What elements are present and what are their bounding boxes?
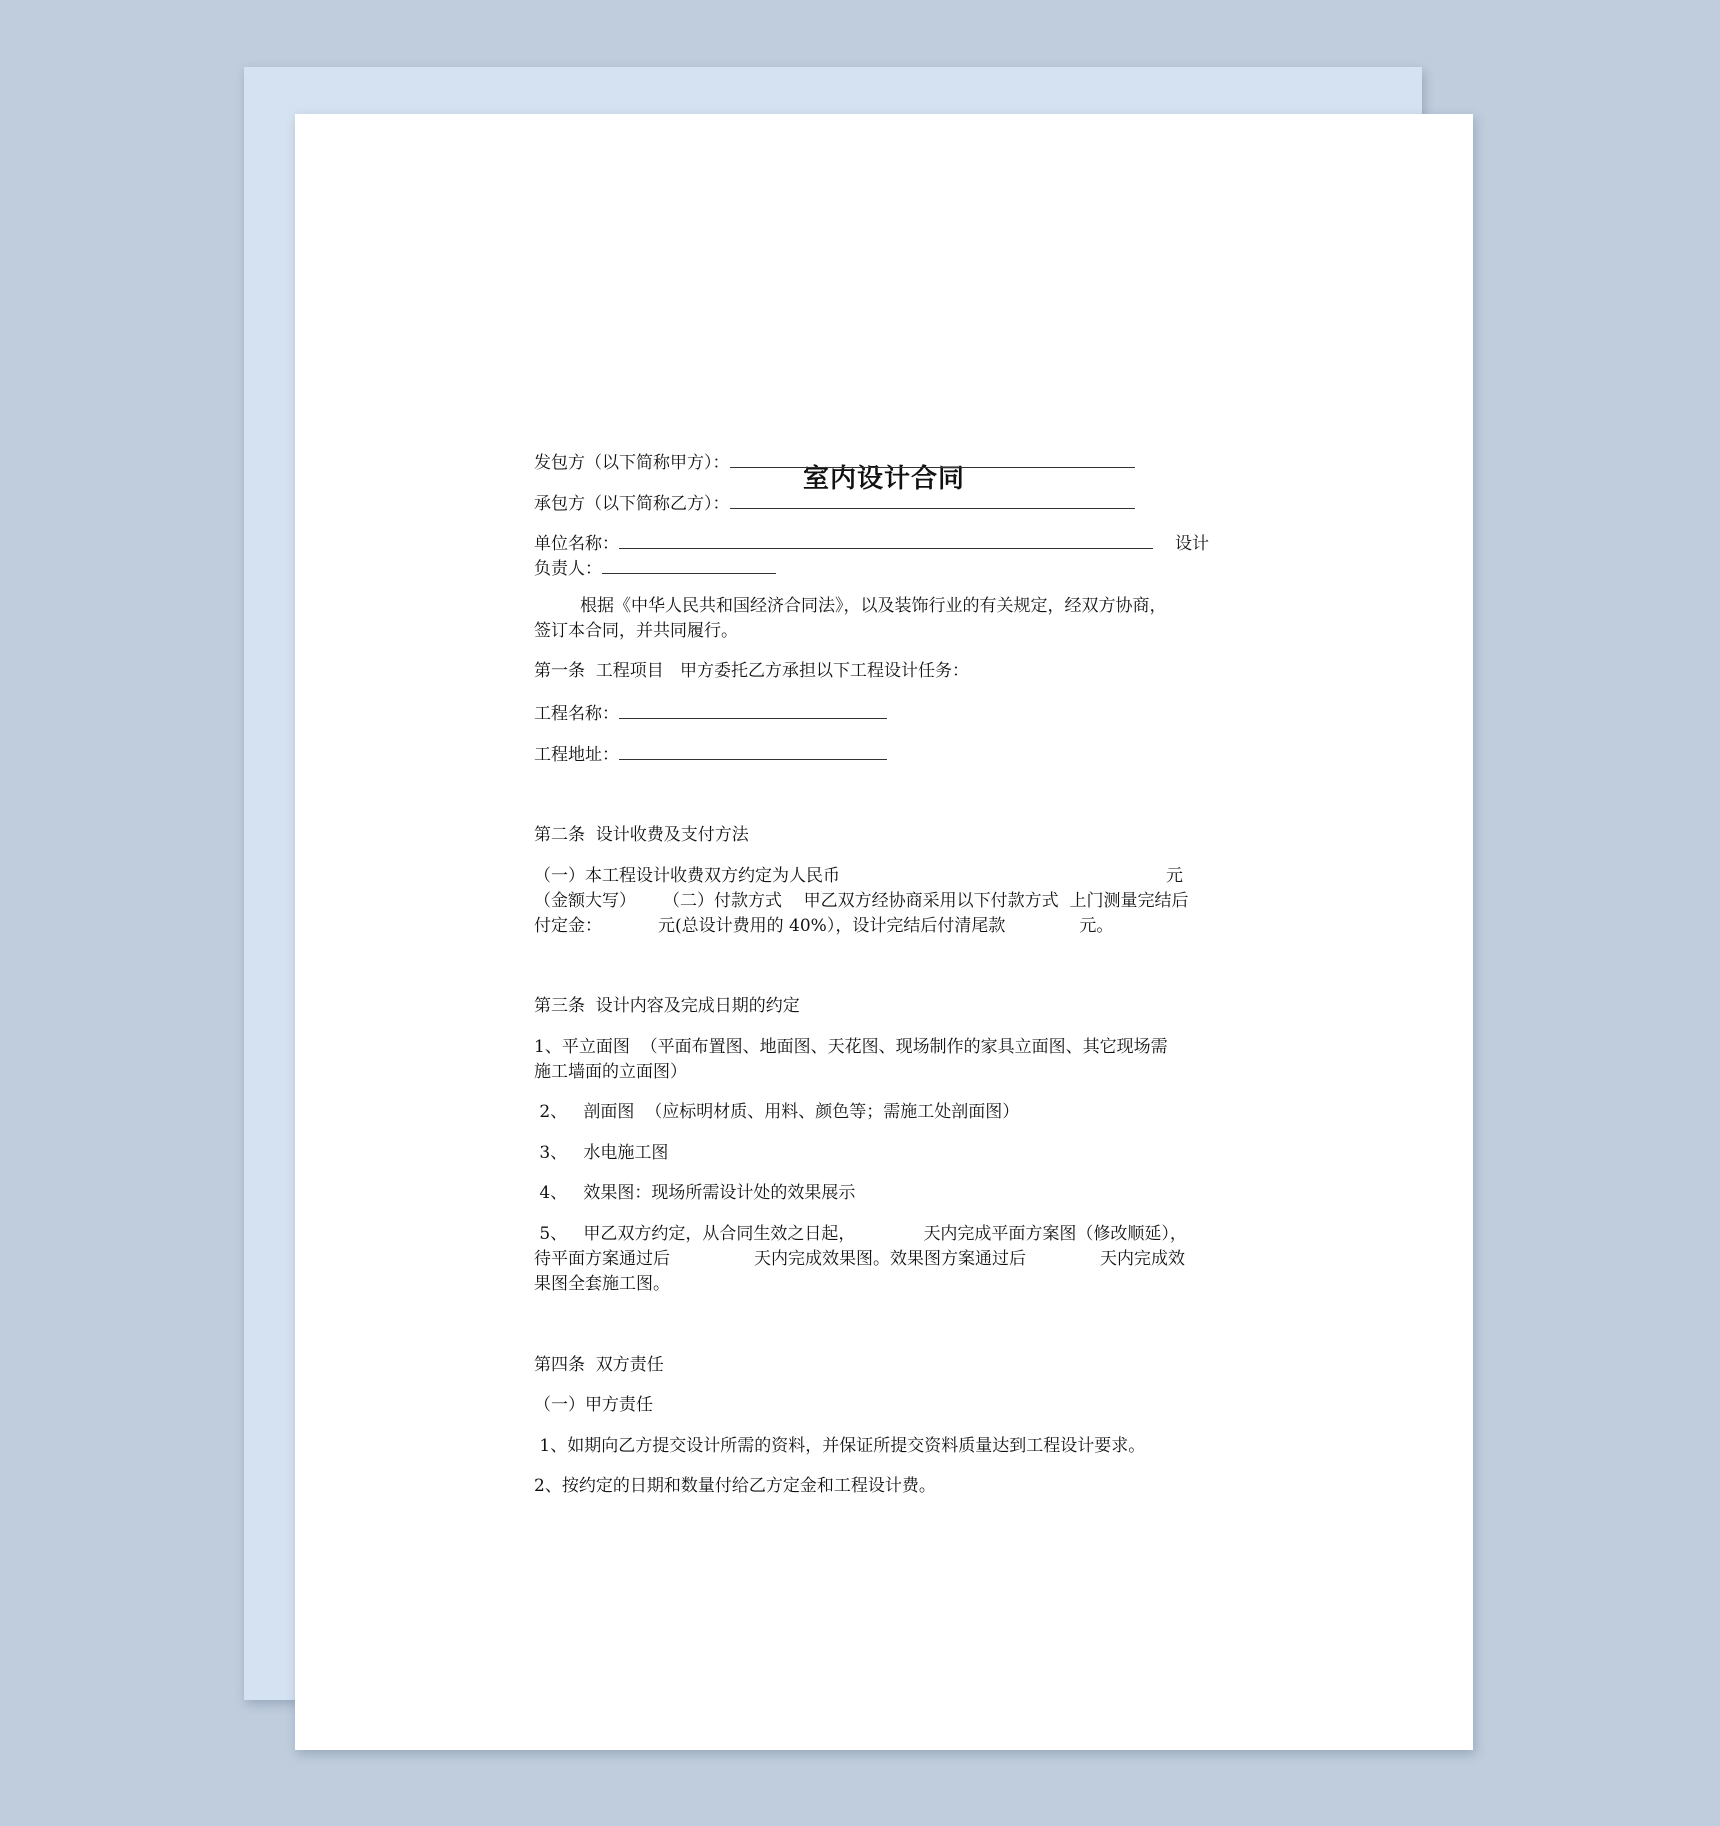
article-3-heading: 第三条 设计内容及完成日期的约定 (534, 996, 800, 1016)
designer-line (534, 555, 1234, 582)
item-4: 4、 效果图：现场所需设计处的效果展示 (534, 1183, 856, 1203)
fee-unit: 元 (1166, 866, 1183, 886)
item-5-line-1 (534, 1222, 1234, 1247)
item-1-line-2: 施工墙面的立面图） (534, 1062, 687, 1082)
project-name-label: 工程名称： (534, 704, 619, 724)
article-4-heading: 第四条 双方责任 (534, 1355, 664, 1375)
item-5-text-c: 待平面方案通过后 (534, 1249, 670, 1269)
deposit-label: 付定金： (534, 916, 602, 936)
unit-label: 单位名称： (534, 534, 619, 554)
item-5-text-e: 天内完成效 (1100, 1249, 1185, 1269)
unit-line (534, 530, 1234, 557)
party-a-label: 发包方（以下简称甲方）： (534, 453, 730, 473)
project-address-blank[interactable] (619, 741, 887, 760)
party-a-line (534, 449, 1234, 476)
item-3: 3、 水电施工图 (534, 1143, 669, 1163)
designer-label-part1: 设计 (1175, 534, 1209, 554)
item-2: 2、 剖面图 （应标明材质、用料、颜色等；需施工处剖面图） (534, 1102, 1020, 1122)
party-a-blank[interactable] (730, 449, 1135, 468)
item-1-line-1: 1、平立面图 （平面布置图、地面图、天花图、现场制作的家具立面图、其它现场需 (534, 1037, 1168, 1057)
document-title: 室内设计合同 (802, 464, 965, 494)
project-address-label: 工程地址： (534, 745, 619, 765)
fee-line-3 (534, 914, 1234, 939)
project-address-line (534, 741, 1234, 768)
preamble-line-1: 根据《中华人民共和国经济合同法》，以及装饰行业的有关规定，经双方协商， (580, 596, 1167, 616)
designer-label-part2: 负责人： (534, 559, 602, 579)
designer-blank[interactable] (602, 555, 776, 574)
preamble-line-2: 签订本合同，并共同履行。 (534, 621, 738, 641)
item-5-text-b: 天内完成平面方案图（修改顺延）， (923, 1224, 1187, 1244)
item-5-text-d: 天内完成效果图。效果图方案通过后 (754, 1249, 1026, 1269)
unit-blank[interactable] (619, 530, 1153, 549)
item-5-line-3: 果图全套施工图。 (534, 1274, 670, 1294)
project-name-blank[interactable] (619, 700, 887, 719)
party-b-blank[interactable] (730, 490, 1135, 509)
fee-line-2: （金额大写） （二）付款方式 甲乙双方经协商采用以下付款方式 上门测量完结后 (534, 891, 1189, 911)
article-2-heading: 第二条 设计收费及支付方法 (534, 825, 749, 845)
party-a-duties-heading: （一）甲方责任 (534, 1395, 653, 1415)
article-1-heading: 第一条 工程项目 甲方委托乙方承担以下工程设计任务： (534, 661, 970, 681)
party-b-label: 承包方（以下简称乙方）： (534, 494, 730, 514)
fee-line-1 (534, 864, 1234, 889)
party-a-duty-2: 2、按约定的日期和数量付给乙方定金和工程设计费。 (534, 1476, 936, 1496)
deposit-text: 元(总设计费用的 40%），设计完结后付清尾款 (658, 916, 1006, 936)
party-a-duty-1: 1、如期向乙方提交设计所需的资料，并保证所提交资料质量达到工程设计要求。 (534, 1436, 1146, 1456)
item-5-line-2 (534, 1247, 1234, 1272)
item-5-text-a: 5、 甲乙双方约定，从合同生效之日起， (534, 1224, 856, 1244)
project-name-line (534, 700, 1234, 727)
party-b-line (534, 490, 1234, 517)
balance-unit: 元。 (1079, 916, 1114, 936)
contract-page (295, 114, 1473, 1750)
fee-text: （一）本工程设计收费双方约定为人民币 (534, 866, 840, 886)
